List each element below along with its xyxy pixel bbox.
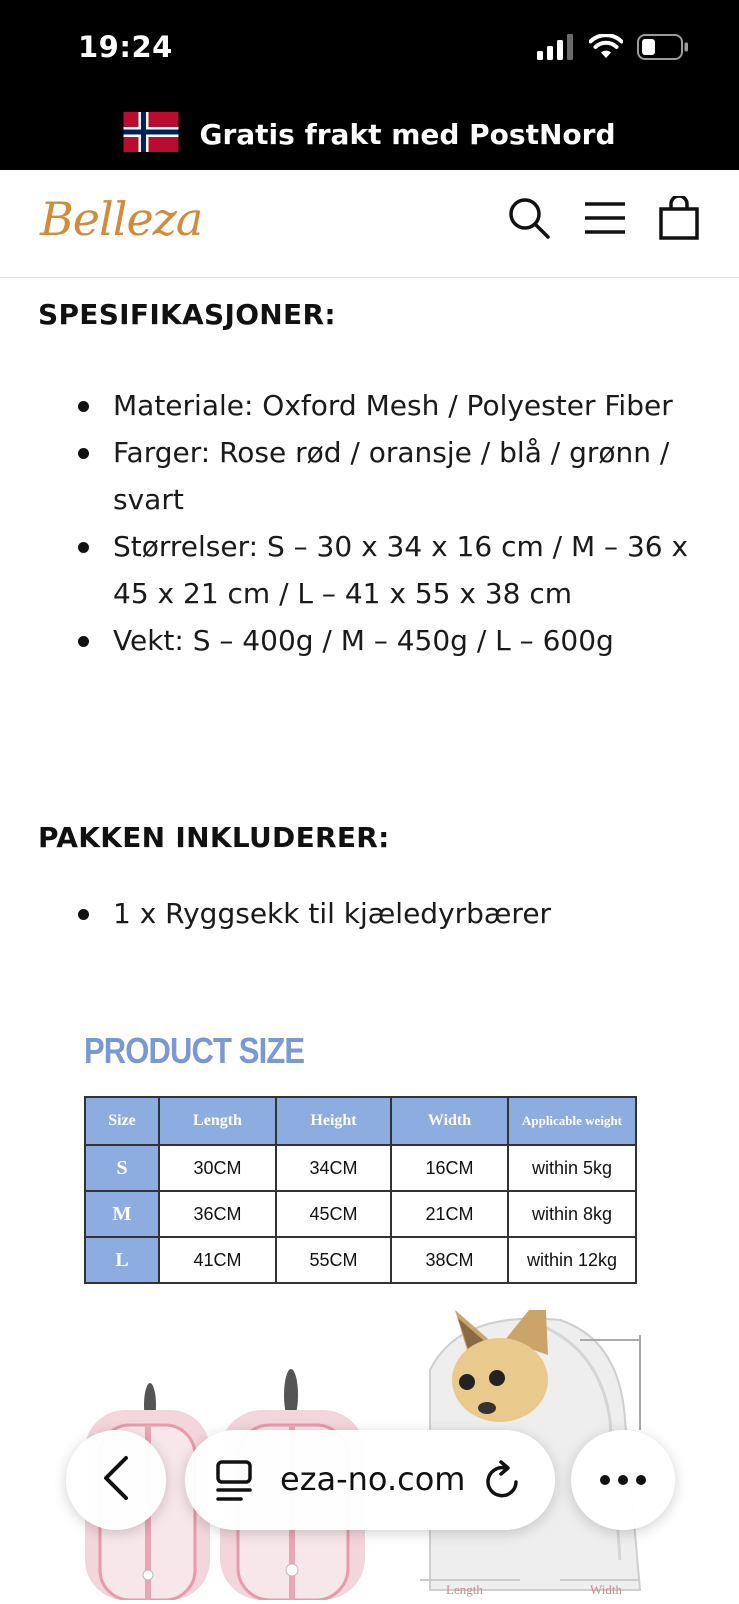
table-header: Width — [391, 1097, 508, 1145]
table-cell: within 8kg — [508, 1191, 636, 1237]
search-icon[interactable] — [507, 196, 551, 240]
cart-bag-icon[interactable] — [659, 196, 703, 240]
table-header: Applicable weight — [508, 1097, 636, 1145]
back-button[interactable] — [66, 1430, 166, 1530]
table-header: Size — [85, 1097, 159, 1145]
table-row — [85, 1237, 636, 1283]
table-cell: 55CM — [276, 1237, 391, 1283]
battery-icon — [637, 34, 689, 64]
table-cell: 41CM — [159, 1237, 276, 1283]
list-item: Størrelser: S – 30 x 34 x 16 cm / M – 36 x 45 x 21 cm / L – 41 x 55 x 38 cm — [0, 523, 739, 617]
table-cell: M — [85, 1191, 159, 1237]
table-row — [85, 1191, 636, 1237]
browser-toolbar — [0, 1430, 739, 1540]
table-header: Height — [276, 1097, 391, 1145]
list-item: Materiale: Oxford Mesh / Polyester Fiber — [0, 382, 739, 429]
list-item: 1 x Ryggsekk til kjæledyrbærer — [0, 890, 739, 937]
signal-icon — [537, 34, 575, 64]
package-heading: PAKKEN INKLUDERER: — [38, 821, 390, 854]
list-item: Vekt: S – 400g / M – 450g / L – 600g — [0, 617, 739, 664]
size-chart-image — [84, 1030, 654, 1300]
site-header — [0, 170, 739, 278]
reload-icon[interactable] — [483, 1460, 523, 1506]
status-icons — [537, 34, 689, 64]
announcement-text: Gratis frakt med PostNord — [199, 117, 616, 151]
specs-list — [0, 382, 739, 664]
package-list — [0, 890, 739, 937]
table-cell: within 5kg — [508, 1145, 636, 1191]
status-bar — [0, 0, 739, 98]
address-bar[interactable] — [185, 1430, 555, 1530]
table-cell: L — [85, 1237, 159, 1283]
status-time: 19:24 — [78, 30, 173, 64]
size-table — [84, 1096, 637, 1284]
table-cell: 21CM — [391, 1191, 508, 1237]
url-text: eza-no.com — [280, 1460, 466, 1498]
table-cell: 45CM — [276, 1191, 391, 1237]
photo-length-label: Length — [446, 1582, 483, 1597]
chevron-left-icon — [101, 1455, 131, 1505]
specs-heading: SPESIFIKASJONER: — [38, 298, 336, 331]
table-cell: 36CM — [159, 1191, 276, 1237]
table-cell: S — [85, 1145, 159, 1191]
table-row — [85, 1145, 636, 1191]
menu-icon[interactable] — [583, 196, 627, 240]
table-cell: 34CM — [276, 1145, 391, 1191]
size-chart-title: PRODUCT SIZE — [84, 1030, 305, 1071]
wifi-icon — [589, 34, 623, 64]
norway-flag-icon — [123, 112, 179, 156]
table-cell: 30CM — [159, 1145, 276, 1191]
header-icons — [507, 196, 703, 240]
table-header: Length — [159, 1097, 276, 1145]
site-logo[interactable]: Belleza — [40, 192, 203, 246]
announcement-bar — [0, 98, 739, 170]
photo-width-label: Width — [590, 1582, 622, 1597]
more-options-button[interactable] — [571, 1430, 675, 1530]
table-cell: 16CM — [391, 1145, 508, 1191]
list-item: Farger: Rose rød / oransje / blå / grønn / svart — [0, 429, 739, 523]
table-cell: within 12kg — [508, 1237, 636, 1283]
page-menu-icon[interactable] — [215, 1460, 253, 1506]
ellipsis-icon — [599, 1471, 647, 1490]
table-cell: 38CM — [391, 1237, 508, 1283]
